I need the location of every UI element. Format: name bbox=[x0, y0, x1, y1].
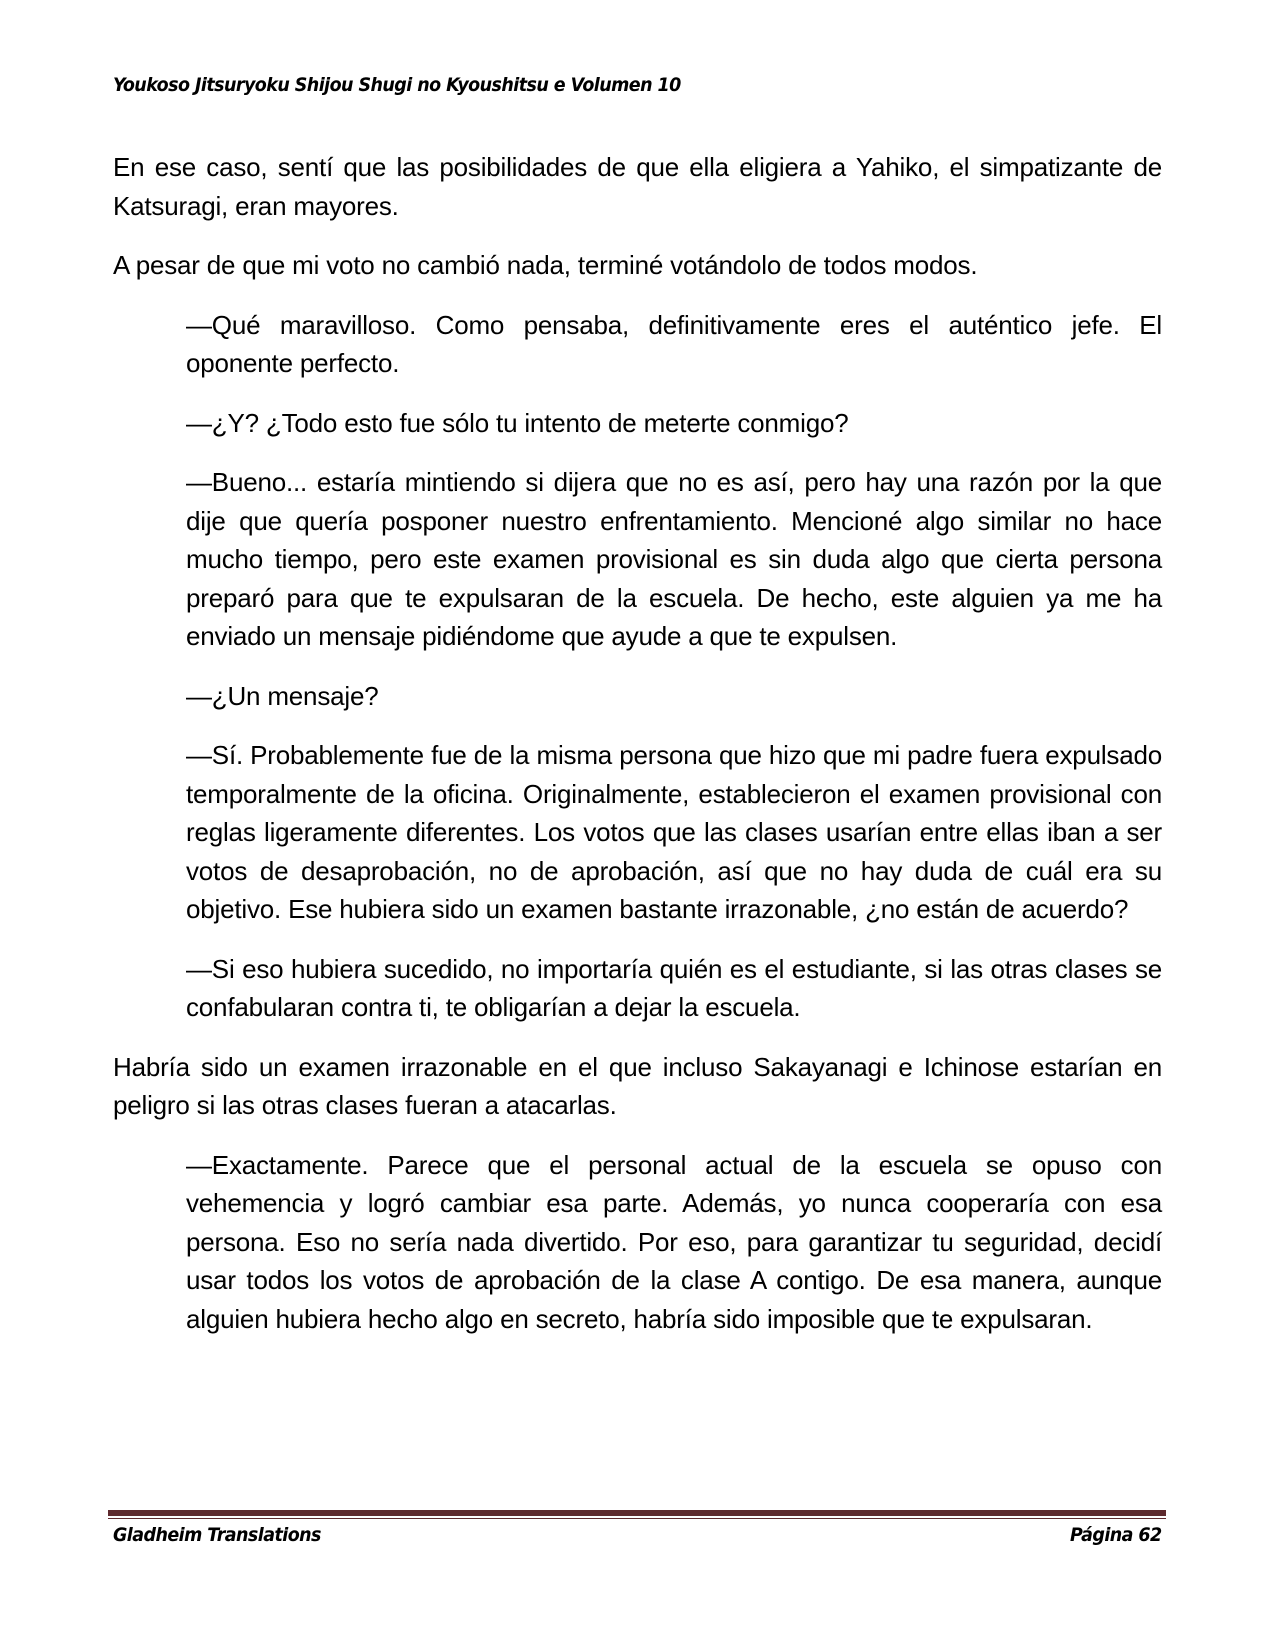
paragraph-dialog: —¿Y? ¿Todo esto fue sólo tu intento de meterte conmigo? bbox=[186, 407, 849, 438]
paragraph-narration: Habría sido un examen irrazonable en el que incluso Sakayanagi e Ichinose estarían en peligro si las otras clases fueran a atacarlas. bbox=[113, 1051, 1162, 1120]
paragraph-dialog: —¿Un mensaje? bbox=[186, 680, 379, 711]
page-number: Página 62 bbox=[1070, 1524, 1162, 1546]
paragraph-dialog: —Exactamente. Parece que el personal actual de la escuela se opuso con vehemencia y logró cambiar esa parte. Además, yo nunca cooperaría con esa persona. Eso no sería nada divertido. Por eso, para garantizar tu seguridad, decidí usar todos los votos de aprobación de la clase A contigo. De esa manera, aunque alguien hubiera hecho algo en secreto, habría sido imposible que te expulsaran. bbox=[186, 1149, 1162, 1334]
paragraph-dialog: —Sí. Probablemente fue de la misma persona que hizo que mi padre fuera expulsado temporalmente de la oficina. Originalmente, establecieron el examen provisional con reglas ligeramente diferentes. Los votos que las clases usarían entre ellas iban a ser votos de desaprobación, no de aprobación, así que no hay duda de cuál era su objetivo. Ese hubiera sido un examen bastante irrazonable, ¿no están de acuerdo? bbox=[186, 740, 1162, 924]
footer-divider-thin bbox=[108, 1518, 1166, 1519]
page-body bbox=[113, 148, 1162, 1359]
paragraph-dialog: —Qué maravilloso. Como pensaba, definitivamente eres el auténtico jefe. El oponente perfecto. bbox=[186, 309, 1162, 378]
paragraph-narration: En ese caso, sentí que las posibilidades de que ella eligiera a Yahiko, el simpatizante de Katsuragi, eran mayores. bbox=[113, 152, 1162, 221]
footer-credit: Gladheim Translations bbox=[113, 1524, 321, 1546]
paragraph-dialog: —Bueno... estaría mintiendo si dijera que no es así, pero hay una razón por la que dije que quería posponer nuestro enfrentamiento. Mencioné algo similar no hace mucho tiempo, pero este examen provisional es sin duda algo que cierta persona preparó para que te expulsaran de la escuela. De hecho, este alguien ya me ha enviado un mensaje pidiéndome que ayude a que te expulsen. bbox=[186, 467, 1162, 651]
footer-divider bbox=[108, 1510, 1166, 1519]
running-header: Youkoso Jitsuryoku Shijou Shugi no Kyoushitsu e Volumen 10 bbox=[113, 74, 681, 96]
paragraph-dialog: —Si eso hubiera sucedido, no importaría quién es el estudiante, si las otras clases se confabularan contra ti, te obligarían a dejar la escuela. bbox=[186, 953, 1162, 1022]
paragraph-narration: A pesar de que mi voto no cambió nada, terminé votándolo de todos modos. bbox=[113, 250, 978, 280]
page-footer bbox=[113, 1524, 1162, 1546]
